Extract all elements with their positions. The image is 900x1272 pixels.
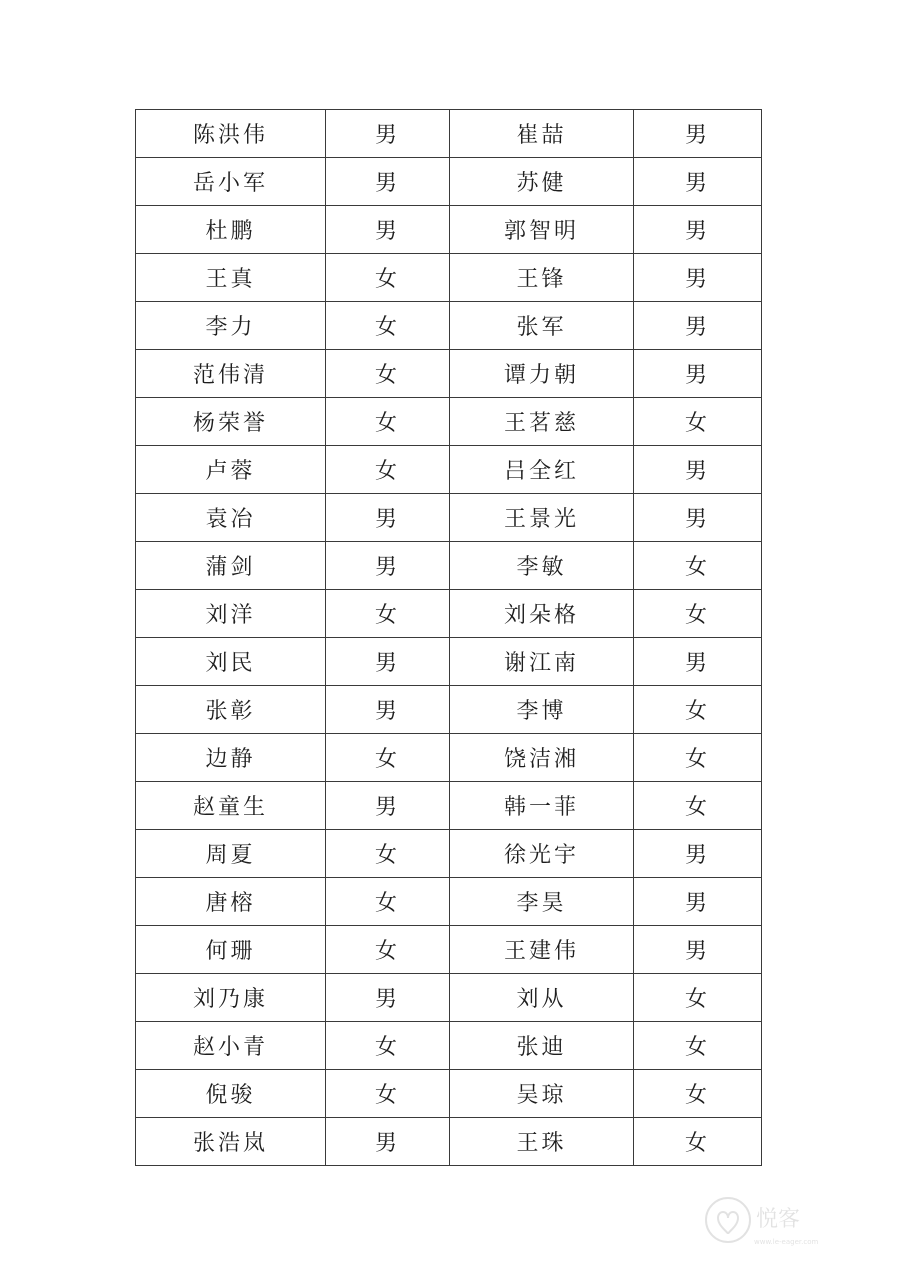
table-row <box>136 350 762 398</box>
gender-cell: 男 <box>634 638 762 686</box>
gender-cell: 男 <box>634 158 762 206</box>
table-row <box>136 974 762 1022</box>
table-row <box>136 926 762 974</box>
name-cell: 饶洁湘 <box>450 734 634 782</box>
gender-cell: 男 <box>326 206 450 254</box>
name-cell: 谢江南 <box>450 638 634 686</box>
name-cell: 李博 <box>450 686 634 734</box>
gender-cell: 女 <box>326 926 450 974</box>
gender-cell: 女 <box>634 1070 762 1118</box>
name-cell: 范伟清 <box>136 350 326 398</box>
name-cell: 吕全红 <box>450 446 634 494</box>
name-cell: 边静 <box>136 734 326 782</box>
name-cell: 张彰 <box>136 686 326 734</box>
name-cell: 刘洋 <box>136 590 326 638</box>
name-cell: 刘民 <box>136 638 326 686</box>
gender-cell: 男 <box>326 974 450 1022</box>
name-cell: 刘朵格 <box>450 590 634 638</box>
name-cell: 李昊 <box>450 878 634 926</box>
gender-cell: 男 <box>634 302 762 350</box>
gender-cell: 男 <box>326 1118 450 1166</box>
gender-cell: 男 <box>634 926 762 974</box>
table-row <box>136 686 762 734</box>
gender-cell: 女 <box>634 1118 762 1166</box>
gender-cell: 女 <box>326 302 450 350</box>
name-cell: 岳小军 <box>136 158 326 206</box>
name-cell: 周夏 <box>136 830 326 878</box>
table-row <box>136 782 762 830</box>
name-cell: 苏健 <box>450 158 634 206</box>
name-cell: 袁冶 <box>136 494 326 542</box>
name-cell: 陈洪伟 <box>136 110 326 158</box>
table-row <box>136 446 762 494</box>
watermark-text: 悦客 <box>756 1207 801 1232</box>
name-cell: 王茗慈 <box>450 398 634 446</box>
name-cell: 唐榕 <box>136 878 326 926</box>
name-cell: 王建伟 <box>450 926 634 974</box>
name-cell: 杜鹏 <box>136 206 326 254</box>
name-cell: 赵小青 <box>136 1022 326 1070</box>
name-cell: 王真 <box>136 254 326 302</box>
gender-cell: 女 <box>634 734 762 782</box>
gender-cell: 男 <box>326 782 450 830</box>
table-row <box>136 542 762 590</box>
gender-cell: 女 <box>326 734 450 782</box>
gender-cell: 女 <box>326 878 450 926</box>
name-cell: 王景光 <box>450 494 634 542</box>
name-cell: 何珊 <box>136 926 326 974</box>
name-cell: 杨荣誉 <box>136 398 326 446</box>
gender-cell: 女 <box>634 782 762 830</box>
name-cell: 刘乃康 <box>136 974 326 1022</box>
name-cell: 张浩岚 <box>136 1118 326 1166</box>
name-cell: 王锋 <box>450 254 634 302</box>
gender-cell: 女 <box>326 590 450 638</box>
gender-cell: 男 <box>326 686 450 734</box>
table-row <box>136 1118 762 1166</box>
gender-cell: 女 <box>634 1022 762 1070</box>
table-row <box>136 398 762 446</box>
gender-cell: 女 <box>634 974 762 1022</box>
gender-cell: 男 <box>634 110 762 158</box>
name-cell: 吴琼 <box>450 1070 634 1118</box>
gender-cell: 女 <box>326 1070 450 1118</box>
table-row <box>136 878 762 926</box>
gender-cell: 男 <box>326 494 450 542</box>
name-cell: 李力 <box>136 302 326 350</box>
name-cell: 郭智明 <box>450 206 634 254</box>
gender-cell: 女 <box>634 398 762 446</box>
gender-cell: 男 <box>634 254 762 302</box>
gender-cell: 女 <box>326 1022 450 1070</box>
table-row <box>136 158 762 206</box>
watermark-subtext: www.le-eager.com <box>754 1238 819 1246</box>
gender-cell: 女 <box>326 254 450 302</box>
gender-cell: 女 <box>326 350 450 398</box>
name-cell: 徐光宇 <box>450 830 634 878</box>
name-cell: 卢蓉 <box>136 446 326 494</box>
name-cell: 谭力朝 <box>450 350 634 398</box>
roster-table <box>135 109 762 1166</box>
name-cell: 王珠 <box>450 1118 634 1166</box>
table-row <box>136 254 762 302</box>
gender-cell: 男 <box>634 878 762 926</box>
gender-cell: 男 <box>634 206 762 254</box>
table-row <box>136 206 762 254</box>
name-cell: 赵童生 <box>136 782 326 830</box>
table-row <box>136 110 762 158</box>
gender-cell: 男 <box>634 350 762 398</box>
gender-cell: 男 <box>326 158 450 206</box>
name-cell: 倪骏 <box>136 1070 326 1118</box>
table-row <box>136 638 762 686</box>
table-row <box>136 734 762 782</box>
gender-cell: 男 <box>634 494 762 542</box>
table-row <box>136 1070 762 1118</box>
gender-cell: 男 <box>634 830 762 878</box>
name-cell: 崔喆 <box>450 110 634 158</box>
gender-cell: 男 <box>326 638 450 686</box>
gender-cell: 女 <box>326 446 450 494</box>
gender-cell: 男 <box>326 110 450 158</box>
name-cell: 李敏 <box>450 542 634 590</box>
gender-cell: 女 <box>326 830 450 878</box>
name-cell: 张迪 <box>450 1022 634 1070</box>
name-cell: 蒲剑 <box>136 542 326 590</box>
table-row <box>136 830 762 878</box>
name-cell: 韩一菲 <box>450 782 634 830</box>
gender-cell: 女 <box>634 590 762 638</box>
name-cell: 刘从 <box>450 974 634 1022</box>
gender-cell: 女 <box>634 542 762 590</box>
table-row <box>136 590 762 638</box>
gender-cell: 男 <box>634 446 762 494</box>
table-row <box>136 302 762 350</box>
table-row <box>136 494 762 542</box>
table-row <box>136 1022 762 1070</box>
watermark-logo <box>700 1192 830 1252</box>
gender-cell: 男 <box>326 542 450 590</box>
name-cell: 张军 <box>450 302 634 350</box>
gender-cell: 女 <box>326 398 450 446</box>
gender-cell: 女 <box>634 686 762 734</box>
roster-body <box>136 110 762 1166</box>
